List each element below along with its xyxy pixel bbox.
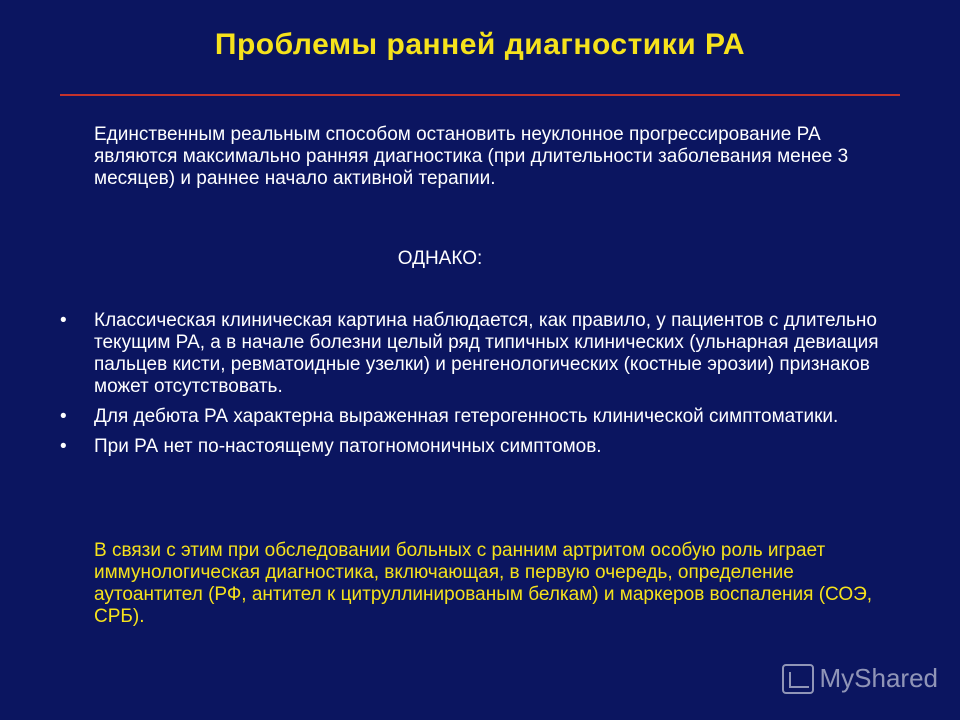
watermark-text: MyShared bbox=[819, 663, 938, 693]
bullet-icon: • bbox=[60, 310, 67, 331]
bullet-icon: • bbox=[60, 436, 67, 457]
list-item bbox=[60, 436, 880, 458]
list-item bbox=[60, 310, 880, 398]
presentation-board-icon bbox=[782, 664, 814, 694]
bullet-text: Классическая клиническая картина наблюдается, как правило, у пациентов с длительно текущим РА, а в начале болезни целый ряд типичных клинических (ульнарная девиация пальцев кисти, ревматоидные узелки) и ренгенологических (костные эрозии) признаков может отсутствовать. bbox=[94, 310, 879, 397]
intro-paragraph: Единственным реальным способом остановить неуклонное прогрессирование РА являются максимально ранняя диагностика (при длительности заболевания менее 3 месяцев) и раннее начало активной терапии. bbox=[94, 124, 849, 189]
title-divider bbox=[60, 94, 900, 96]
bullet-text: При РА нет по-настоящему патогномоничных симптомов. bbox=[94, 436, 602, 457]
notice-heading: ОДНАКО: bbox=[397, 248, 483, 269]
bullet-icon: • bbox=[60, 406, 67, 427]
slide-title: Проблемы ранней диагностики РА bbox=[214, 28, 746, 61]
watermark-logo bbox=[782, 663, 939, 694]
bullet-text: Для дебюта РА характерна выраженная гетерогенность клинической симптоматики. bbox=[94, 406, 839, 427]
conclusion-paragraph: В связи с этим при обследовании больных с ранним артритом особую роль играет иммунологическая диагностика, включающая, в первую очередь, определение аутоантител (РФ, антител к цитруллинированым белкам) и маркеров воспаления (СОЭ, СРБ). bbox=[94, 540, 873, 627]
bullet-list bbox=[60, 310, 880, 466]
list-item bbox=[60, 406, 880, 428]
